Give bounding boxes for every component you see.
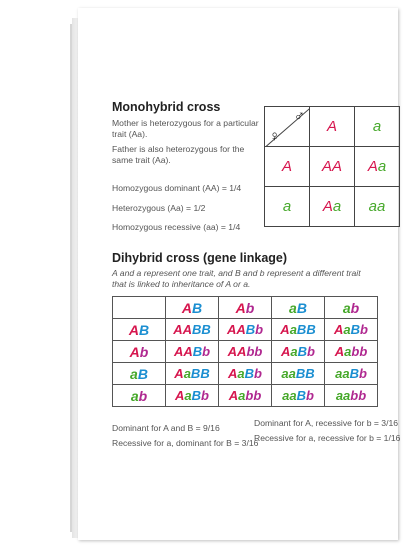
mono-col-header: a (355, 107, 400, 147)
di-cell: AaBb (166, 385, 219, 407)
di-cell: AAbb (219, 341, 272, 363)
di-cell: AABb (166, 341, 219, 363)
di-row-header: ab (113, 385, 166, 407)
mother-text: Mother is heterozygous for a particular trait (Aa). (112, 118, 259, 139)
dihybrid-punnett-square (112, 296, 378, 407)
di-cell: AaBB (166, 363, 219, 385)
mono-col-header: A (310, 107, 355, 147)
di-col-header: Ab (219, 297, 272, 319)
di-cell: AABb (219, 319, 272, 341)
di-col-header: ab (325, 297, 378, 319)
stat-heterozygous: Heterozygous (Aa) = 1/2 (112, 203, 206, 213)
di-row-header: AB (113, 319, 166, 341)
di-cell: AABB (166, 319, 219, 341)
di-col-header: AB (166, 297, 219, 319)
di-cell: aaBb (272, 385, 325, 407)
mono-cell: AA (310, 147, 355, 187)
di-cell: Aabb (219, 385, 272, 407)
stat-homozygous-recessive: Homozygous recessive (aa) = 1/4 (112, 222, 241, 232)
di-row-header: Ab (113, 341, 166, 363)
di-cell: AaBb (325, 319, 378, 341)
parent-corner-cell (265, 107, 310, 147)
dihybrid-corner-cell (113, 297, 166, 319)
stat-recessive-a-b: Recessive for a, recessive for b = 1/16 (254, 433, 401, 443)
father-text: Father is also heterozygous for the same trait (Aa). (112, 144, 245, 165)
di-cell: AaBB (272, 319, 325, 341)
male-symbol-icon: ♂ (293, 108, 305, 125)
female-symbol-icon: ♀ (269, 128, 281, 145)
dihybrid-description: A and a represent one trait, and B and b represent a different trait that is linked to inheritance of A or a. (112, 268, 361, 289)
stat-dominant-a-b: Dominant for A and B = 9/16 (112, 423, 220, 433)
di-cell: aaBB (272, 363, 325, 385)
stat-dominant-a-recessive-b: Dominant for A, recessive for b = 3/16 (254, 418, 399, 428)
mono-row-header: A (265, 147, 310, 187)
mono-row-header: a (265, 187, 310, 227)
monohybrid-title: Monohybrid cross (112, 100, 221, 114)
dihybrid-title: Dihybrid cross (gene linkage) (112, 251, 288, 265)
stat-homozygous-dominant: Homozygous dominant (AA) = 1/4 (112, 183, 242, 193)
di-cell: AaBb (219, 363, 272, 385)
di-cell: aaBb (325, 363, 378, 385)
mono-cell: aa (355, 187, 400, 227)
di-cell: aabb (325, 385, 378, 407)
monohybrid-punnett-square (264, 106, 400, 227)
di-cell: Aabb (325, 341, 378, 363)
di-cell: AaBb (272, 341, 325, 363)
stat-recessive-a-dominant-b: Recessive for a, dominant for B = 3/16 (112, 438, 259, 448)
di-row-header: aB (113, 363, 166, 385)
mono-cell: Aa (355, 147, 400, 187)
di-col-header: aB (272, 297, 325, 319)
mono-cell: Aa (310, 187, 355, 227)
